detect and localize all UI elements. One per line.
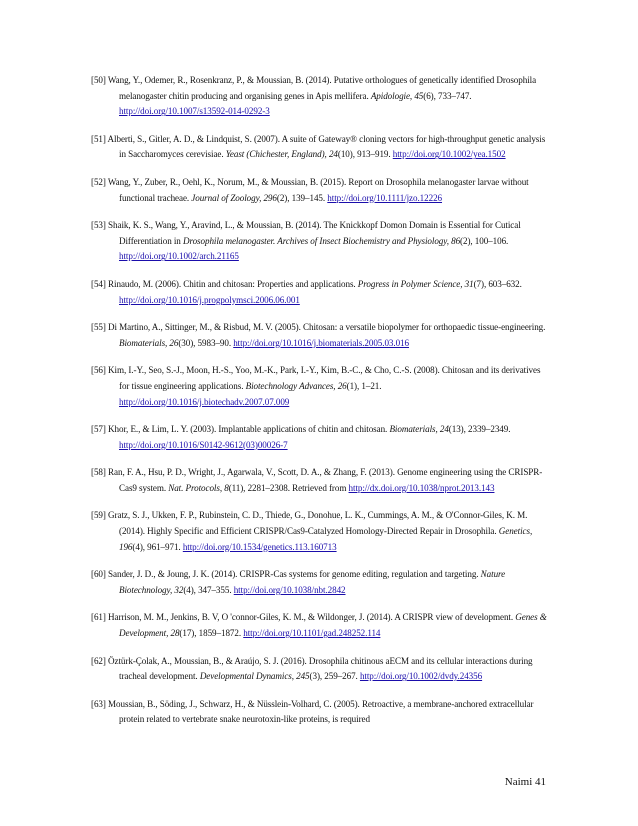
reference-doi-link[interactable]: http://doi.org/10.1038/nbt.2842 bbox=[233, 584, 346, 595]
reference-authors: Öztürk-Çolak, A., Moussian, B., & Araújo, S. J. (2016). Drosophila chitinous aECM and its cellular interactions during tracheal development. bbox=[108, 655, 533, 682]
reference-doi-link[interactable]: http://doi.org/10.1101/gad.248252.114 bbox=[243, 628, 381, 639]
reference-57 bbox=[91, 422, 547, 453]
reference-51 bbox=[91, 132, 547, 163]
reference-number: [52] bbox=[91, 176, 106, 187]
reference-number: [61] bbox=[91, 612, 106, 623]
reference-authors: Gratz, S. J., Ukken, F. P., Rubinstein, C. D., Thiede, G., Donohue, L. K., Cummings, A. M., & O'Connor-Giles, K. M. (2014). Highly Specific and Efficient CRISPR/Cas9-Catalyzed Homology-Directed Repair in Drosophila. bbox=[108, 510, 528, 537]
reference-authors: Di Martino, A., Sittinger, M., & Risbud, M. V. (2005). Chitosan: a versatile biopolymer for orthopaedic tissue-engineering. bbox=[108, 322, 546, 333]
reference-50 bbox=[91, 73, 547, 120]
reference-journal: Nature Biotechnology, 32 bbox=[119, 569, 506, 595]
reference-number: [54] bbox=[91, 278, 106, 289]
reference-journal: Genetics, 196 bbox=[119, 526, 533, 552]
reference-doi-link[interactable]: http://doi.org/10.1016/S0142-9612(03)00026-7 bbox=[119, 439, 288, 450]
reference-60 bbox=[91, 567, 547, 598]
reference-52 bbox=[91, 175, 547, 206]
reference-details: (4), 961–971. bbox=[132, 541, 183, 552]
reference-details: (3), 259–267. bbox=[309, 671, 360, 682]
reference-journal: Drosophila melanogaster. Archives of Insect Biochemistry and Physiology, 86 bbox=[182, 235, 461, 246]
reference-61 bbox=[91, 610, 547, 641]
reference-doi-link[interactable]: http://doi.org/10.1016/j.progpolymsci.2006.06.001 bbox=[119, 294, 300, 305]
reference-journal: Progress in Polymer Science, 31 bbox=[357, 278, 474, 289]
reference-54 bbox=[91, 277, 547, 308]
reference-number: [53] bbox=[91, 220, 106, 231]
reference-number: [55] bbox=[91, 322, 106, 333]
reference-authors: Khor, E., & Lim, L. Y. (2003). Implantable applications of chitin and chitosan. bbox=[108, 424, 390, 435]
reference-number: [63] bbox=[91, 698, 106, 709]
reference-journal: Yeast (Chichester, England), 24 bbox=[225, 149, 338, 160]
reference-journal: Biomaterials, 26 bbox=[119, 337, 179, 348]
reference-details: (2), 139–145. bbox=[276, 192, 328, 203]
reference-59 bbox=[91, 508, 547, 555]
reference-doi-link[interactable]: http://doi.org/10.1002/yea.1502 bbox=[392, 149, 506, 160]
reference-journal: Nat. Protocols, 8 bbox=[168, 482, 229, 493]
reference-doi-link[interactable]: http://doi.org/10.1016/j.biotechadv.2007.07.009 bbox=[119, 396, 290, 407]
reference-authors: Harrison, M. M., Jenkins, B. V, O 'connor-Giles, K. M., & Wildonger, J. (2014). A CRISPR view of development. bbox=[108, 612, 516, 623]
reference-number: [58] bbox=[91, 467, 106, 478]
reference-journal: Developmental Dynamics, 245 bbox=[199, 671, 310, 682]
reference-journal: Apidologie, 45 bbox=[370, 90, 424, 101]
reference-authors: Wang, Y., Odemer, R., Rosenkranz, P., & Moussian, B. (2014). Putative orthologues of genetically identified Drosophila melanogaster chitin producing and organising genes in Apis mellifera. bbox=[107, 75, 537, 101]
reference-number: [60] bbox=[91, 569, 106, 580]
reference-53 bbox=[91, 218, 547, 265]
reference-authors: Ran, F. A., Hsu, P. D., Wright, J., Agarwala, V., Scott, D. A., & Zhang, F. (2013). Genome engineering using the CRISPR-Cas9 system. bbox=[108, 467, 543, 493]
reference-doi-link[interactable]: http://dx.doi.org/10.1038/nprot.2013.143 bbox=[348, 482, 495, 493]
reference-journal: Genes & Development, 28 bbox=[119, 612, 547, 639]
reference-journal: Biomaterials, 24 bbox=[389, 424, 449, 435]
reference-authors: Shaik, K. S., Wang, Y., Aravind, L., & Moussian, B. (2014). The Knickkopf Domon Domain is Essential for Cutical Differentiation in bbox=[108, 220, 521, 246]
reference-details: (13), 2339–2349. bbox=[448, 424, 511, 435]
reference-details: (2), 100–106. bbox=[460, 235, 509, 246]
reference-56 bbox=[91, 363, 547, 410]
reference-list bbox=[91, 73, 547, 740]
reference-details: (4), 347–355. bbox=[183, 584, 234, 595]
reference-authors: Sander, J. D., & Joung, J. K. (2014). CRISPR-Cas systems for genome editing, regulation and targeting. bbox=[108, 569, 481, 580]
reference-number: [62] bbox=[91, 655, 106, 666]
page-number: Naimi 41 bbox=[504, 776, 546, 788]
reference-number: [59] bbox=[91, 510, 106, 521]
reference-journal: Biotechnology Advances, 26 bbox=[245, 380, 347, 391]
reference-62 bbox=[91, 654, 547, 685]
reference-63 bbox=[91, 697, 547, 728]
page-footer bbox=[505, 776, 546, 788]
reference-55 bbox=[91, 320, 547, 351]
reference-details: (30), 5983–90. bbox=[178, 337, 234, 348]
reference-doi-link[interactable]: http://doi.org/10.1016/j.biomaterials.2005.03.016 bbox=[233, 337, 409, 348]
reference-details: (10), 913–919. bbox=[337, 149, 393, 160]
reference-doi-link[interactable]: http://doi.org/10.1534/genetics.113.160713 bbox=[182, 541, 337, 552]
reference-number: [50] bbox=[91, 75, 106, 85]
reference-doi-link[interactable]: http://doi.org/10.1111/jzo.12226 bbox=[327, 192, 443, 203]
reference-details: (11), 2281–2308. Retrieved from bbox=[228, 482, 349, 493]
reference-number: [51] bbox=[91, 133, 106, 144]
reference-authors: Alberti, S., Gitler, A. D., & Lindquist, S. (2007). A suite of Gateway® cloning vectors for high-throughput genetic analysis in Saccharomyces cerevisiae. bbox=[107, 133, 546, 160]
reference-authors: Kim, I.-Y., Seo, S.-J., Moon, H.-S., Yoo, M.-K., Park, I.-Y., Kim, B.-C., & Cho, C.-S. (2008). Chitosan and its derivatives for tissue engineering applications. bbox=[108, 365, 541, 391]
reference-details: (7), 603–632. bbox=[473, 278, 522, 289]
reference-authors: Moussian, B., Söding, J., Schwarz, H., & Nüsslein-Volhard, C. (2005). Retroactive, a membrane-anchored extracellular protein related to vertebrate snake neurotoxin-like proteins, is required bbox=[108, 698, 534, 725]
reference-authors: Wang, Y., Zuber, R., Oehl, K., Norum, M., & Moussian, B. (2015). Report on Drosophila melanogaster larvae without functional tracheae. bbox=[107, 176, 529, 203]
reference-details: (17), 1859–1872. bbox=[179, 628, 244, 639]
reference-details: (6), 733–747. bbox=[423, 90, 472, 101]
reference-number: [56] bbox=[91, 365, 106, 376]
reference-doi-link[interactable]: http://doi.org/10.1002/arch.21165 bbox=[119, 251, 239, 262]
reference-authors: Rinaudo, M. (2006). Chitin and chitosan: Properties and applications. bbox=[108, 278, 358, 289]
reference-number: [57] bbox=[91, 424, 106, 435]
reference-details: (1), 1–21. bbox=[346, 380, 382, 391]
reference-journal: Journal of Zoology, 296 bbox=[191, 192, 277, 203]
reference-doi-link[interactable]: http://doi.org/10.1002/dvdy.24356 bbox=[359, 671, 483, 682]
reference-doi-link[interactable]: http://doi.org/10.1007/s13592-014-0292-3 bbox=[119, 106, 270, 117]
reference-58 bbox=[91, 465, 547, 496]
